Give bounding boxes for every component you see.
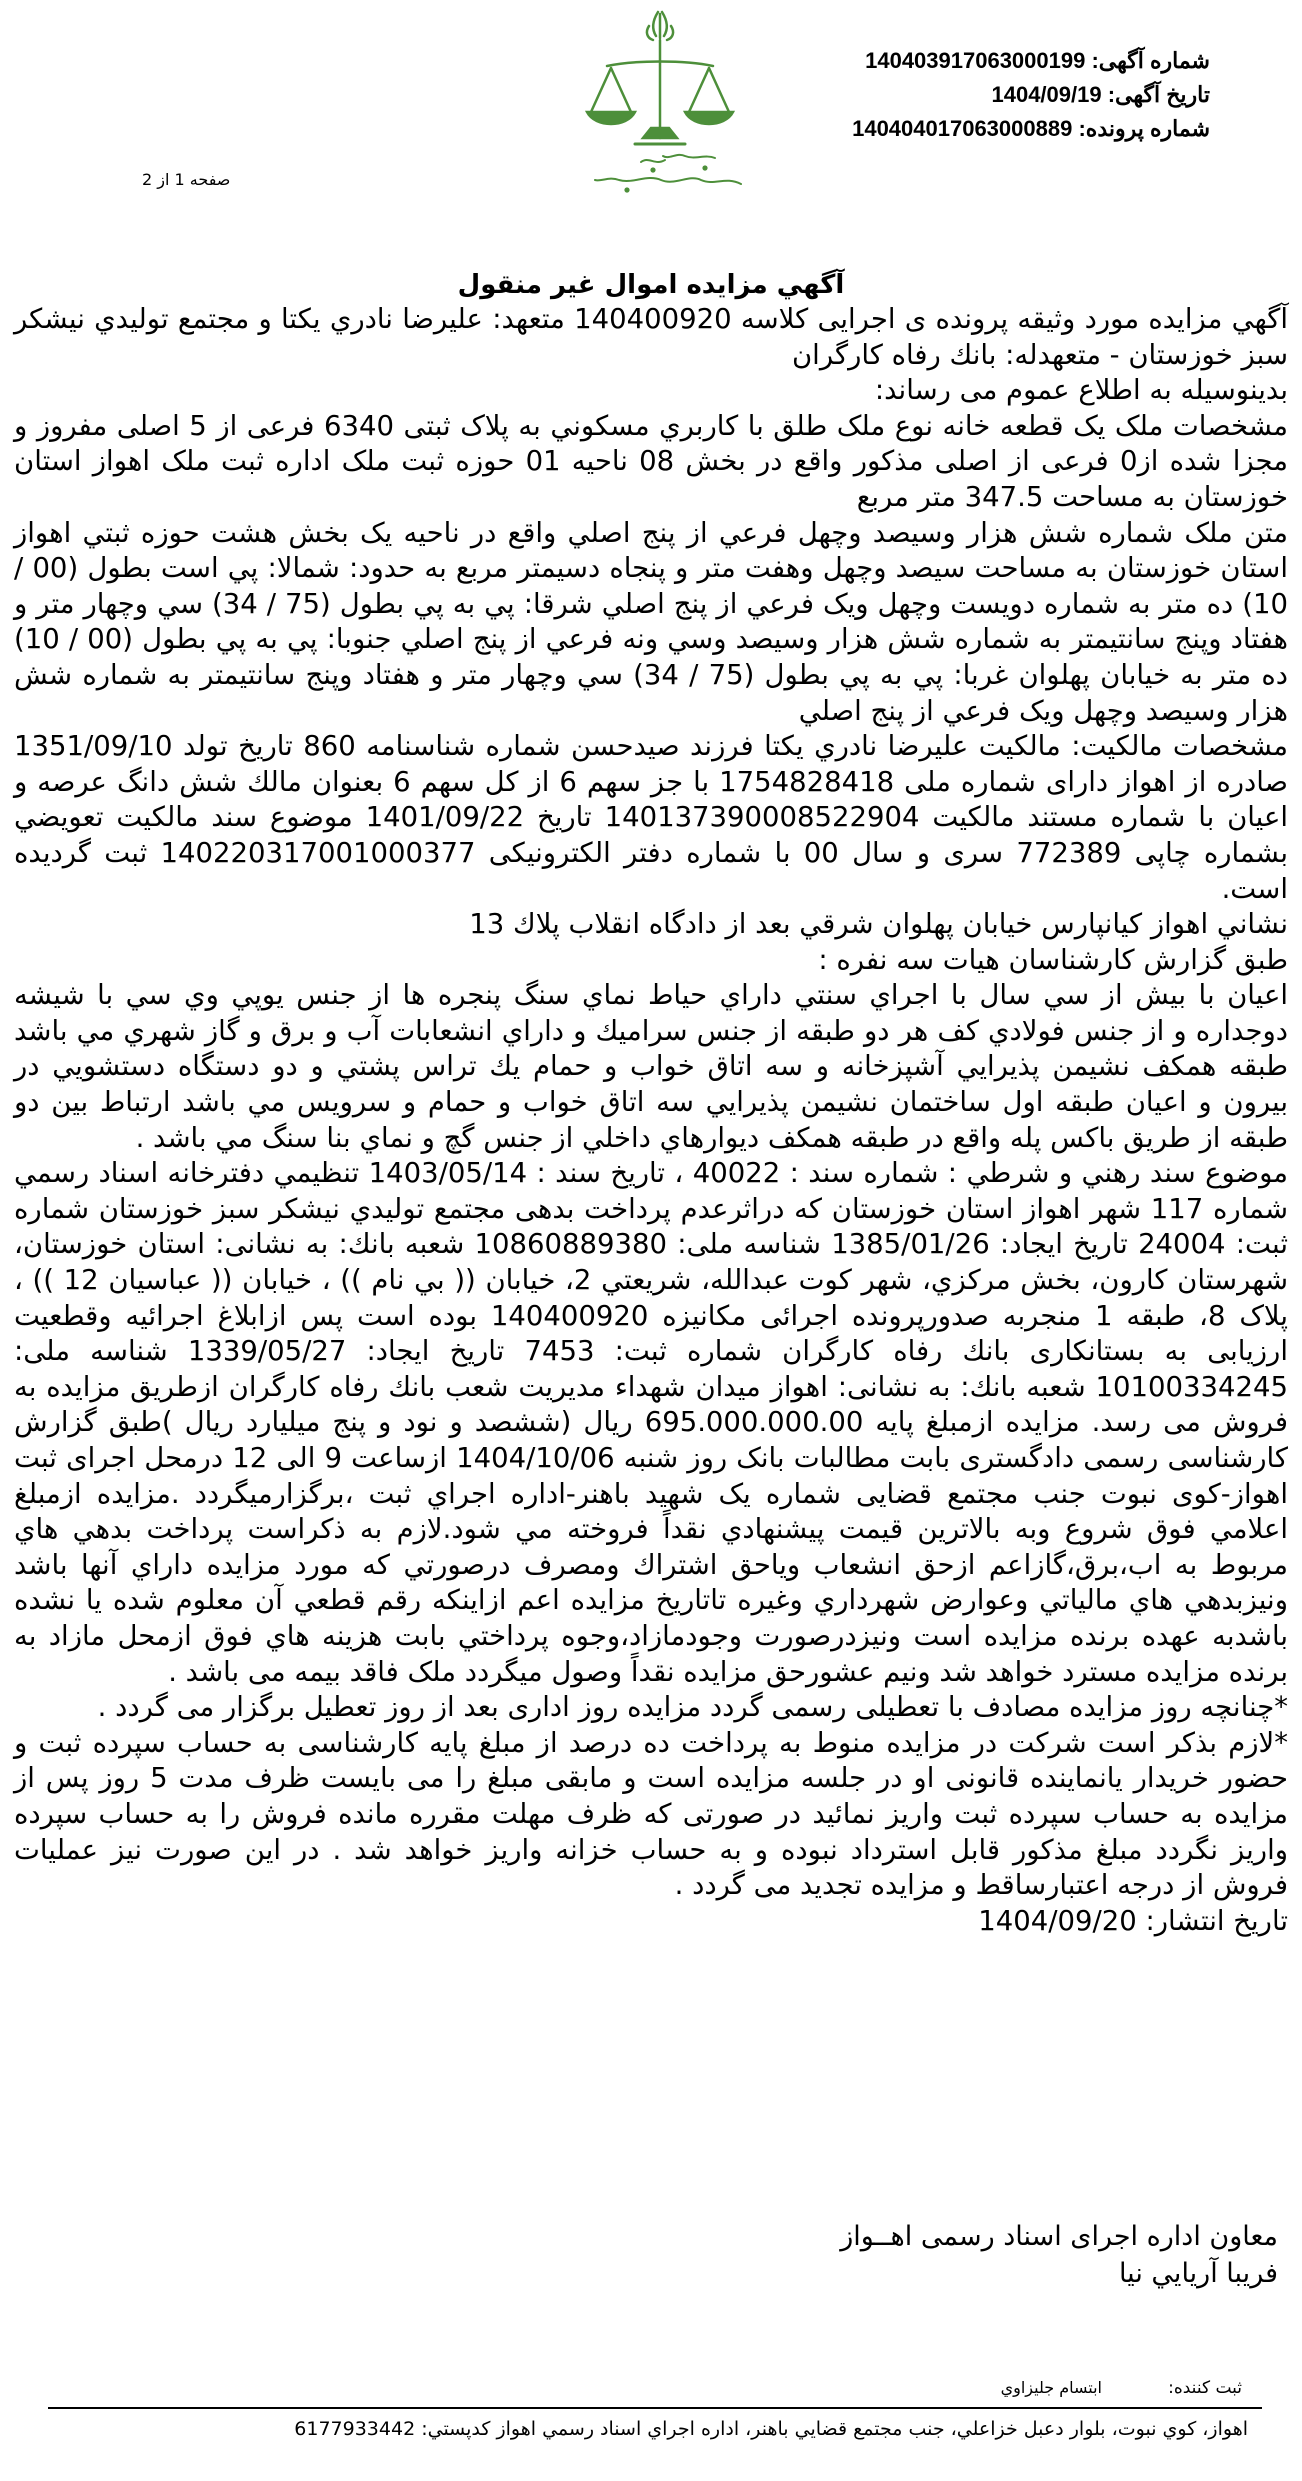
- emblem-graphic: [565, 8, 755, 198]
- signature-name: فريبا آريايي نيا: [1118, 2258, 1278, 2289]
- paragraph-intro: آگهي مزايده مورد وثيقه پرونده ی اجرایی کلاسه 140400920 متعهد: عليرضا نادري يكتا و مجتمع توليدي نيشكر سبز خوزستان - متعهدله: بانك رفاه كارگران: [14, 303, 1288, 371]
- page-indicator: صفحه 1 از 2: [142, 170, 231, 189]
- notice-body: [14, 302, 1288, 1939]
- paragraph-holiday-note: *چنانچه روز مزایده مصادف با تعطیلی رسمی گردد مزایده روز اداری بعد از روز تعطیل برگزار می گردد .: [97, 1691, 1288, 1724]
- registrar-row: [1168, 2378, 1242, 2398]
- registrar-name: ابتسام جليزاوي: [1000, 2378, 1102, 2397]
- paragraph-mortgage-and-auction: موضوع سند رهني و شرطي : شماره سند : 40022 ، تاريخ سند : 1403/05/14 تنظيمي دفترخانه اسناد رسمي شماره 117 شهر اهواز استان خوزستان كه دراثرعدم پرداخت بدهی مجتمع توليدي نيشكر سبز خوزستان شماره ثبت: 24004 تاريخ ايجاد: 1385/01/26 شناسه ملی: 10860889380 شعبه بانك: به نشانی: استان خوزستان، شهرستان كارون، بخش مركزي، شهر كوت عبدالله، شريعتي 2، خيابان (( بي نام )) ، خيابان (( عباسيان 12 )) ، پلاک 8، طبقه 1 منجربه صدورپرونده اجرائی مكانيزه 140400920 بوده است پس ازابلاغ اجرائيه وقطعيت ارزيابی به بستانكاری بانك رفاه كارگران شماره ثبت: 7453 تاريخ ايجاد: 1339/05/27 شناسه ملی: 10100334245 شعبه بانك: به نشانی: اهواز ميدان شهداء مديريت شعب بانك رفاه كارگران ازطريق مزايده به فروش می رسد. مزايده ازمبلغ پايه 695.000.000.00 ريال (ششصد و نود و پنج ميليارد ريال )طبق گزارش كارشناسی رسمی دادگستری بابت مطالبات بانک روز شنبه 1404/10/06 ازساعت 9 الی 12 درمحل اجرای ثبت اهواز-کوی نبوت جنب مجتمع قضایی شماره یک شهید باهنر-اداره اجراي ثبت ،برگزارميگردد .مزايده ازمبلغ اعلامي فوق شروع وبه بالاترين قيمت پيشنهادي نقداً فروخته مي شود.لازم به ذكراست پرداخت بدهي هاي مربوط به اب،برق،گازاعم ازحق انشعاب وياحق اشتراك ومصرف درصورتي كه مورد مزايده داراي آنها باشد ونيزبدهي هاي مالياتي وعوارض شهرداري وغيره تاتاريخ مزايده اعم ازاينكه رقم قطعي آن معلوم شده يا نشده باشدبه عهده برنده مزايده است ونيزدرصورت وجودمازاد،وجوه پرداختي بابت هزينه هاي فوق ازمحل مازاد به برنده مزايده مسترد خواهد شد ونيم عشورحق مزايده نقداً وصول ميگردد ملک فاقد بيمه می باشد .: [14, 1157, 1289, 1688]
- paragraph-announcement: بدينوسيله به اطلاع عموم می رساند:: [874, 374, 1288, 407]
- signature-position: معاون اداره اجرای اسناد رسمی اهــواز: [840, 2221, 1278, 2252]
- paragraph-building-description: اعيان با بيش از سي سال با اجراي سنتي داراي حياط نماي سنگ پنجره ها از جنس يوپي وي سي با شيشه دوجداره و از جنس فولادي كف هر دو طبقه از جنس سراميك و داراي انشعابات آب و برق و گاز شهري مي باشد طبقه همكف نشيمن پذيرايي آشپزخانه و سه اتاق خواب و حمام يك تراس پشتي و دو دستگاه دستشويي در بيرون و اعيان طبقه اول ساختمان نشيمن پذيرايي سه اتاق خواب و حمام و سرويس مي باشد ارتباط بين دو طبقه از طريق باكس پله واقع در طبقه همكف ديوارهاي داخلي از جنس گچ و نماي بنا سنگ مي باشد .: [14, 979, 1288, 1154]
- footer-address: اهواز، كوي نبوت، بلوار دعبل خزاعلي، جنب مجتمع قضايي باهنر، اداره اجراي اسناد رسمي اهواز كدپستي: 6177933442: [294, 2418, 1248, 2440]
- ad-number-row: [865, 48, 1210, 74]
- paragraph-address: نشاني اهواز كيانپارس خيابان پهلوان شرقي بعد از دادگاه انقلاب پلاك 13: [469, 908, 1288, 941]
- case-number-row: [852, 116, 1210, 142]
- paragraph-publish-date: تاریخ انتشار: 1404/09/20: [978, 1904, 1288, 1937]
- case-number: 140404017063000889: [852, 116, 1073, 141]
- ad-date: 1404/09/19: [991, 82, 1102, 107]
- registrar-label: ثبت كننده:: [1168, 2378, 1242, 2398]
- case-number-label: شماره پرونده:: [1078, 116, 1210, 141]
- document-title: آگهي مزايده اموال غير منقول: [457, 270, 845, 300]
- paragraph-property-boundaries: متن ملک شماره شش هزار وسيصد وچهل فرعي از پنج اصلي واقع در ناحيه يک بخش هشت حوزه ثبتي اهواز استان خوزستان به مساحت سيصد وچهل وهفت متر و پنجاه دسيمتر مربع به حدود: شمالا: پي است بطول (00 / 10) ده متر به شماره دويست وچهل ويک فرعي از پنج اصلي شرقا: پي به پي بطول (75 / 34) سي وچهار متر و هفتاد وپنج سانتيمتر به شماره شش هزار وسيصد وسي ونه فرعي از پنج اصلي جنوبا: پي به پي بطول (00 / 10) ده متر به خيابان پهلوان غربا: پي به پي بطول (75 / 34) سي وچهار متر و هفتاد وپنج سانتيمتر به شماره شش هزار وسيصد وچهل ويک فرعي از پنج اصلي: [14, 516, 1289, 727]
- ad-number: 140403917063000199: [865, 48, 1086, 73]
- ad-date-row: [991, 82, 1210, 108]
- paragraph-ownership: مشخصات مالکیت: مالكيت عليرضا نادري يكتا فرزند صيدحسن شماره شناسنامه 860 تاريخ تولد 1351/09/10 صادره از اهواز دارای شماره ملی 1754828418 با جز سهم 6 از کل سهم 6 بعنوان مالك شش دانگ عرصه و اعيان با شماره مستند مالكيت 140137390008522904 تاريخ 1401/09/22 موضوع سند مالكيت تعويضي بشماره چاپی 772389 سری و سال 00 با شماره دفتر الکترونیکی 140220317001000377 ثبت گرديده است.: [14, 730, 1289, 905]
- paragraph-expert-report-heading: طبق گزارش كارشناسان هيات سه نفره :: [818, 943, 1288, 976]
- ad-number-label: شماره آگهی:: [1091, 48, 1210, 73]
- paragraph-deposit-note: *لازم بذکر است شرکت در مزایده منوط به پرداخت ده درصد از مبلغ پایه کارشناسی به حساب سپرده ثبت و حضور خریدار یانماینده قانونی او در جلسه مزایده است و مابقی مبلغ را می بایست ظرف مدت 5 روز پس از مزایده به حساب سپرده ثبت واریز نمائید در صورتی که ظرف مهلت مقرره مانده فروش را به حساب سپرده واریز نگردد مبلغ مذکور قابل استرداد نبوده و به حساب خزانه واریز خواهد شد . در این صورت نیز عملیات فروش از درجه اعتبارساقط و مزایده تجدید می گردد .: [14, 1726, 1289, 1902]
- footer-divider: [48, 2407, 1262, 2409]
- ad-date-label: تاریخ آگهی:: [1107, 82, 1210, 107]
- iran-emblem-scales-icon: [565, 8, 755, 198]
- paragraph-property-specs: مشخصات ملک یک قطعه خانه نوع ملک طلق با كاربري مسكوني به پلاک ثبتی 6340 فرعی از 5 اصلی مفروز و مجزا شده از0 فرعی از اصلی مذکور واقع در بخش 08 ناحیه 01 حوزه ثبت ملک اداره ثبت ملک اهواز استان خوزستان به مساحت 347.5 متر مربع: [14, 409, 1289, 513]
